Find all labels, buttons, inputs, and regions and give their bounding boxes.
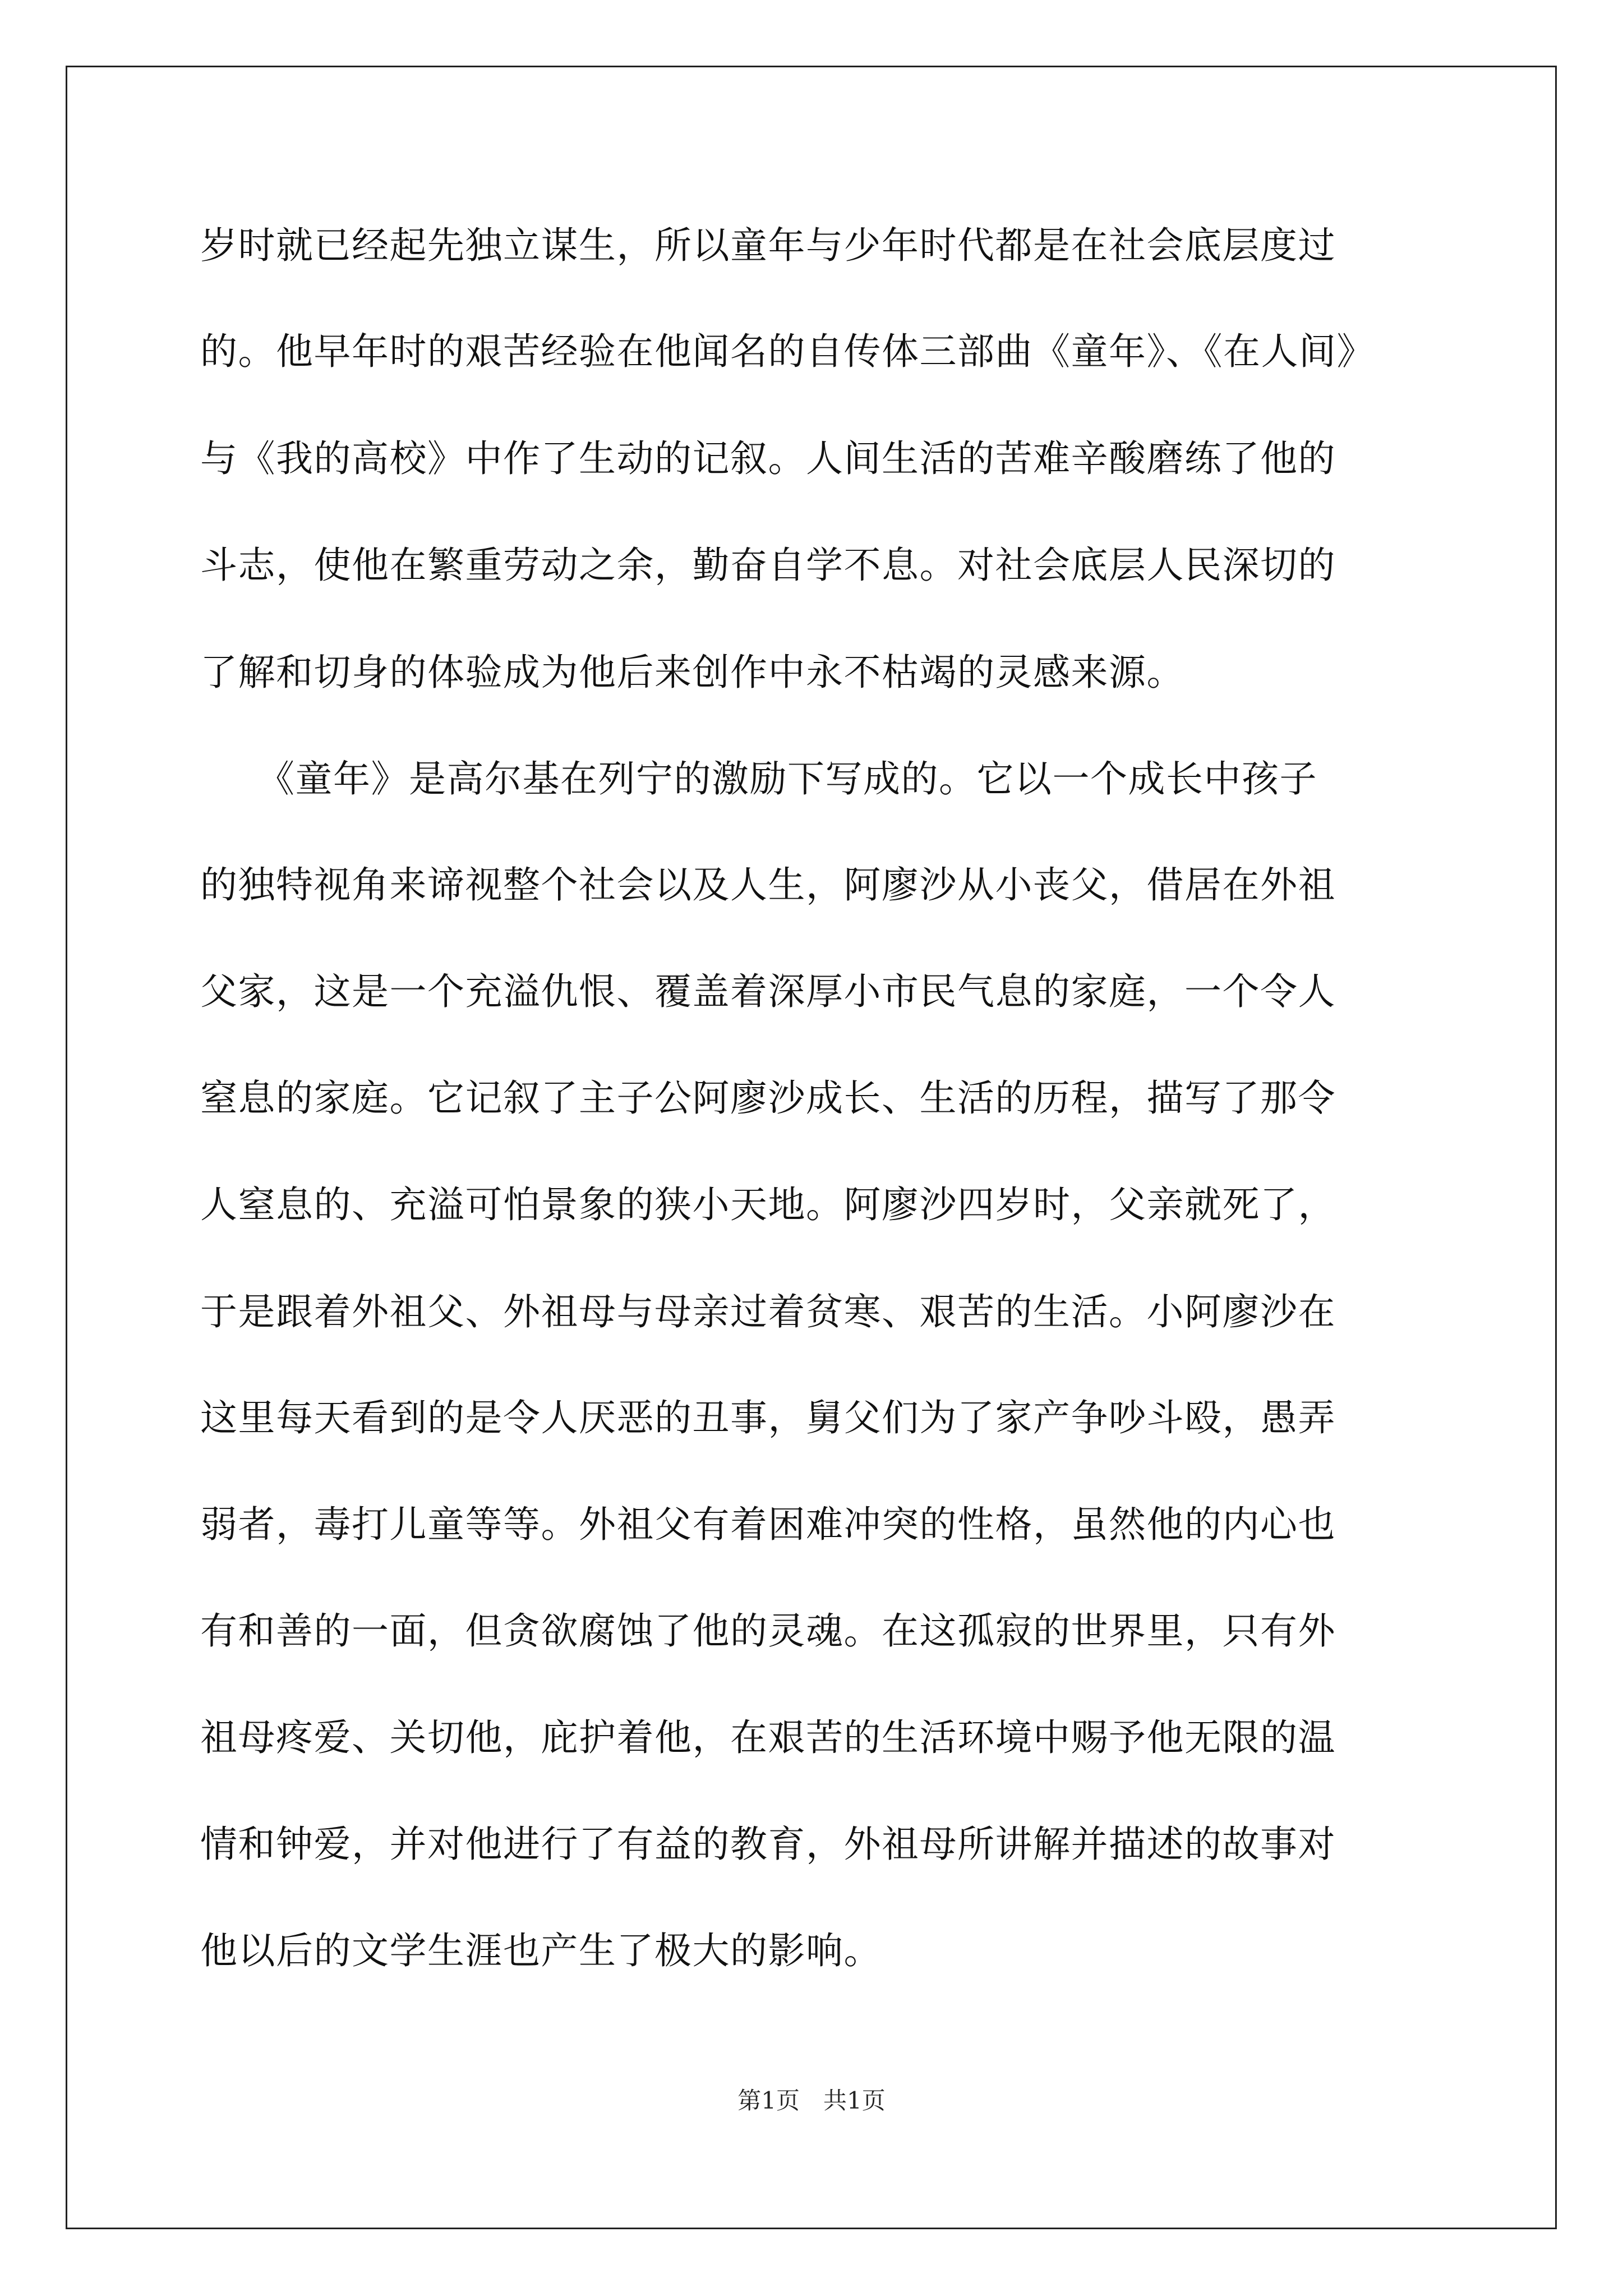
text-line: 的独特视角来谛视整个社会以及人生，阿廖沙从小丧父，借居在外祖 [200,863,1336,907]
text-line: 父家，这是一个充溢仇恨、覆盖着深厚小市民气息的家庭，一个令人 [200,970,1336,1013]
text-line: 这里每天看到的是令人厌恶的丑事，舅父们为了家产争吵斗殴，愚弄 [200,1396,1336,1439]
text-line: 与《我的高校》中作了生动的记叙。人间生活的苦难辛酸磨练了他的 [200,437,1336,480]
text-line: 弱者，毒打儿童等等。外祖父有着困难冲突的性格，虽然他的内心也 [200,1503,1336,1546]
text-line: 情和钟爱，并对他进行了有益的教育，外祖母所讲解并描述的故事对 [200,1823,1336,1866]
text-line: 岁时就已经起先独立谋生，所以童年与少年时代都是在社会底层度过 [200,224,1336,267]
text-line: 人窒息的、充溢可怕景象的狭小天地。阿廖沙四岁时，父亲就死了， [200,1183,1336,1226]
text-line: 于是跟着外祖父、外祖母与母亲过着贫寒、艰苦的生活。小阿廖沙在 [200,1290,1336,1333]
text-line: 有和善的一面，但贪欲腐蚀了他的灵魂。在这孤寂的世界里，只有外 [200,1609,1336,1653]
text-line: 窒息的家庭。它记叙了主子公阿廖沙成长、生活的历程，描写了那令 [200,1076,1336,1120]
text-line: 斗志，使他在繁重劳动之余，勤奋自学不息。对社会底层人民深切的 [200,544,1336,587]
page-border [66,66,1557,2229]
text-line: 他以后的文学生涯也产生了极大的影响。 [200,1929,882,1972]
text-line: 的。他早年时的艰苦经验在他闻名的自传体三部曲《童年》、《在人间》 [200,330,1375,373]
text-line: 了解和切身的体验成为他后来创作中永不枯竭的灵感来源。 [200,651,1184,694]
text-line: 祖母疼爱、关切他，庇护着他，在艰苦的生活环境中赐予他无限的温 [200,1716,1336,1759]
page-number-footer: 第1页 共1页 [737,2087,886,2114]
text-line: 《童年》是高尔基在列宁的激励下写成的。它以一个成长中孩子 [200,757,1317,800]
